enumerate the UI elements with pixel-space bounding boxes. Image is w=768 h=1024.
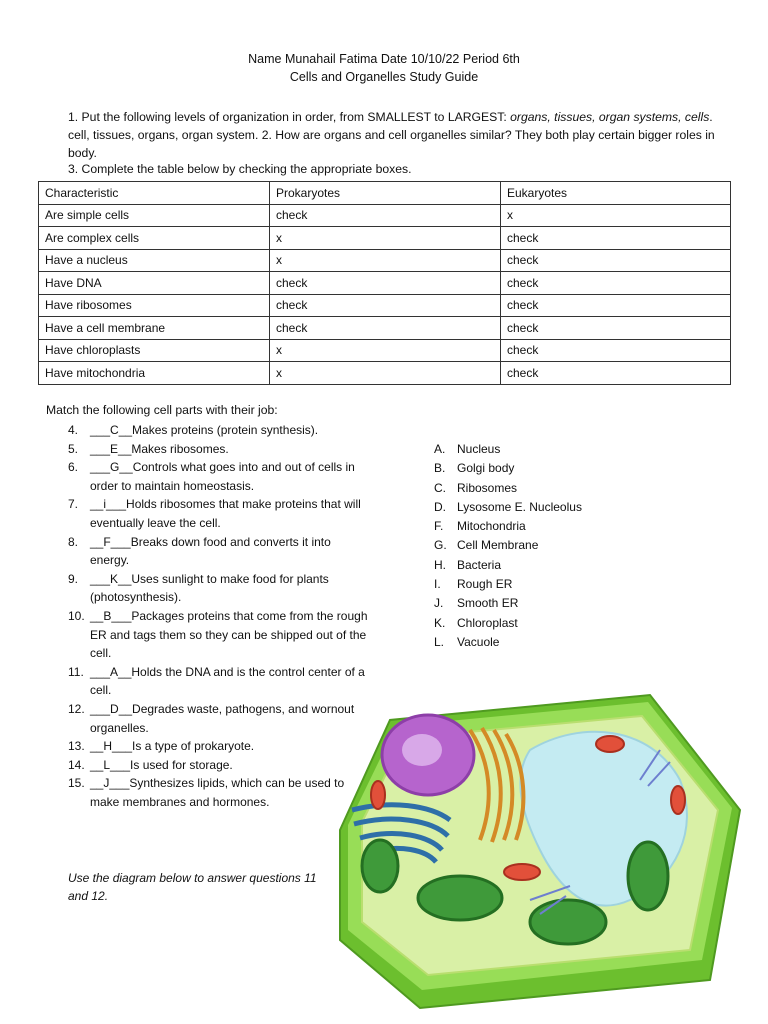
table-cell: x xyxy=(270,227,501,250)
question-text: __H___Is a type of prokaryote. xyxy=(90,739,255,754)
question-number: 12. xyxy=(68,701,85,716)
table-cell: Are simple cells xyxy=(39,204,270,227)
matching-question xyxy=(68,663,368,700)
question-number: 14. xyxy=(68,757,85,772)
answer-option xyxy=(434,556,582,575)
question-1 xyxy=(68,108,723,162)
matching-answers-list xyxy=(434,440,582,652)
question-number: 5. xyxy=(68,441,79,456)
answer-letter: I. xyxy=(434,577,441,592)
question-1-prompt: 1. Put the following levels of organization in order, from SMALLEST to LARGEST: xyxy=(68,110,511,124)
question-number: 9. xyxy=(68,571,79,586)
question-text: ___K__Uses sunlight to make food for plants (photosynthesis). xyxy=(90,571,329,605)
table-row xyxy=(39,317,731,340)
table-cell: Are complex cells xyxy=(39,227,270,250)
answer-letter: H. xyxy=(434,557,446,572)
table-row xyxy=(39,227,731,250)
question-number: 11. xyxy=(68,664,84,679)
matching-question xyxy=(68,774,368,811)
matching-question xyxy=(68,756,368,775)
answer-text: Golgi body xyxy=(457,461,515,476)
question-number: 6. xyxy=(68,460,79,475)
nucleolus xyxy=(402,734,442,766)
table-cell: check xyxy=(270,317,501,340)
table-row xyxy=(39,204,731,227)
table-cell: check xyxy=(270,204,501,227)
question-1-answer: . cell, tissues, organs, organ system. 2. How are organs and cell organelles similar? They both play certain bigger roles in body. xyxy=(68,110,715,160)
table-cell: check xyxy=(270,294,501,317)
matching-question xyxy=(68,495,368,532)
table-cell: check xyxy=(501,249,731,272)
question-number: 13. xyxy=(68,739,85,754)
table-cell: check xyxy=(501,317,731,340)
table-cell: check xyxy=(270,272,501,295)
matching-question xyxy=(68,700,368,737)
mitochondrion xyxy=(504,864,540,880)
plant-cell-diagram xyxy=(330,690,750,1020)
table-cell: check xyxy=(501,362,731,385)
answer-text: Vacuole xyxy=(457,634,500,649)
question-text: ___A__Holds the DNA and is the control center of a cell. xyxy=(90,664,365,698)
answer-text: Cell Membrane xyxy=(457,538,539,553)
matching-question xyxy=(68,737,368,756)
question-text: __B___Packages proteins that come from the rough ER and tags them so they can be shipped out of the cell. xyxy=(90,608,368,661)
table-cell: Have ribosomes xyxy=(39,294,270,317)
matching-question xyxy=(68,440,368,459)
question-number: 7. xyxy=(68,497,79,512)
matching-question xyxy=(68,458,368,495)
answer-option xyxy=(434,459,582,478)
chloroplast xyxy=(628,842,668,910)
answer-option xyxy=(434,614,582,633)
table-cell: x xyxy=(270,362,501,385)
answer-text: Nucleus xyxy=(457,442,501,456)
table-cell: Have mitochondria xyxy=(39,362,270,385)
diagram-note: Use the diagram below to answer questions 11 and 12. xyxy=(68,871,317,903)
answer-text: Mitochondria xyxy=(457,519,526,534)
question-text: __F___Breaks down food and converts it into energy. xyxy=(90,534,331,568)
question-text: __J___Synthesizes lipids, which can be used to make membranes and hormones. xyxy=(90,776,345,809)
table-cell: check xyxy=(501,272,731,295)
page-title: Cells and Organelles Study Guide xyxy=(289,70,479,84)
table-header-cell: Eukaryotes xyxy=(501,182,731,205)
answer-text: Lysosome E. Nucleolus xyxy=(457,499,582,514)
question-text: ___C__Makes proteins (protein synthesis). xyxy=(90,423,319,437)
table-cell: x xyxy=(501,204,731,227)
table-cell: Have a cell membrane xyxy=(39,317,270,340)
question-text: ___D__Degrades waste, pathogens, and wornout organelles. xyxy=(90,701,355,735)
question-1-terms: organs, tissues, organ systems, cells xyxy=(510,110,710,124)
answer-option xyxy=(434,536,582,555)
table-cell: check xyxy=(501,294,731,317)
answer-option xyxy=(434,575,582,594)
chloroplast xyxy=(362,840,398,892)
answer-letter: D. xyxy=(434,499,446,514)
characteristics-table xyxy=(38,181,731,385)
question-number: 8. xyxy=(68,534,79,549)
answer-option xyxy=(434,440,582,459)
matching-question xyxy=(68,570,368,607)
table-row xyxy=(39,362,731,385)
question-number: 15. xyxy=(68,776,85,791)
answer-letter: F. xyxy=(434,519,444,534)
question-text: __L___Is used for storage. xyxy=(90,757,233,772)
answer-text: Chloroplast xyxy=(457,615,518,630)
chloroplast xyxy=(418,876,502,920)
table-row xyxy=(39,249,731,272)
table-cell: Have chloroplasts xyxy=(39,339,270,362)
table-header-row xyxy=(39,182,731,205)
matching-intro: Match the following cell parts with their job: xyxy=(46,403,278,417)
table-header-cell: Characteristic xyxy=(39,182,270,205)
answer-text: Rough ER xyxy=(457,577,513,592)
answer-letter: B. xyxy=(434,461,446,476)
answer-letter: C. xyxy=(434,480,446,495)
answer-option xyxy=(434,517,582,536)
answer-letter: K. xyxy=(434,615,446,630)
answer-option xyxy=(434,633,582,652)
mitochondrion xyxy=(371,781,385,809)
table-cell: x xyxy=(270,339,501,362)
matching-question xyxy=(68,533,368,570)
answer-text: Ribosomes xyxy=(457,480,518,495)
mitochondrion xyxy=(671,786,685,814)
student-info-line: Name Munahail Fatima Date 10/10/22 Period 6th xyxy=(248,52,520,66)
question-text: __i___Holds ribosomes that make proteins that will eventually leave the cell. xyxy=(90,497,361,530)
question-text: ___E__Makes ribosomes. xyxy=(90,441,229,456)
table-header-cell: Prokaryotes xyxy=(270,182,501,205)
answer-text: Bacteria xyxy=(457,557,502,572)
answer-letter: L. xyxy=(434,634,445,649)
answer-option xyxy=(434,594,582,613)
answer-letter: J. xyxy=(434,596,444,611)
answer-option xyxy=(434,479,582,498)
chloroplast xyxy=(530,900,606,944)
table-row xyxy=(39,339,731,362)
question-number: 4. xyxy=(68,423,79,437)
answer-letter: A. xyxy=(434,442,446,456)
table-row xyxy=(39,272,731,295)
table-row xyxy=(39,294,731,317)
table-cell: Have DNA xyxy=(39,272,270,295)
matching-question xyxy=(68,421,368,440)
table-cell: check xyxy=(501,339,731,362)
matching-questions-list xyxy=(68,421,368,811)
question-number: 10. xyxy=(68,608,85,623)
question-3: 3. Complete the table below by checking the appropriate boxes. xyxy=(68,162,412,176)
answer-option xyxy=(434,498,582,517)
matching-question xyxy=(68,607,368,663)
table-cell: Have a nucleus xyxy=(39,249,270,272)
table-cell: check xyxy=(501,227,731,250)
table-body xyxy=(39,204,731,384)
answer-text: Smooth ER xyxy=(457,596,519,611)
question-text: ___G__Controls what goes into and out of cells in order to maintain homeostasis. xyxy=(90,460,355,493)
table-cell: x xyxy=(270,249,501,272)
mitochondrion xyxy=(596,736,624,752)
answer-letter: G. xyxy=(434,538,447,553)
